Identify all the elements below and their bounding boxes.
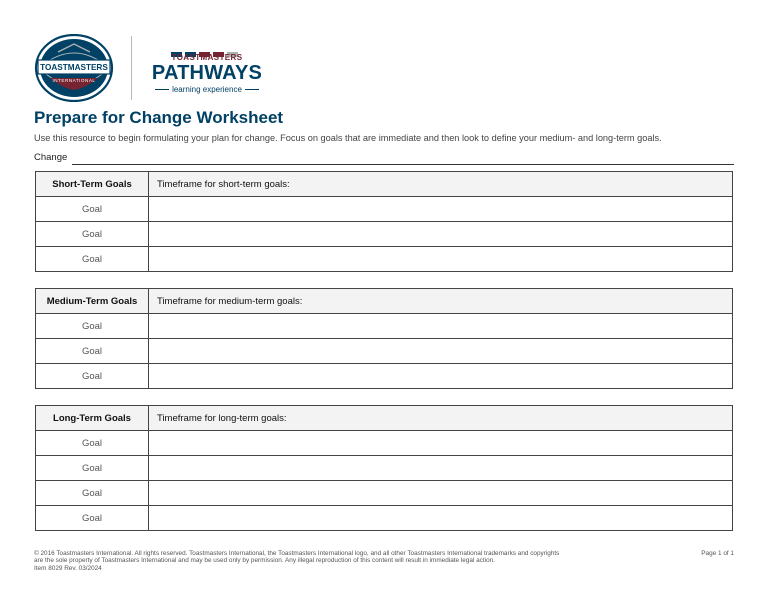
- toastmasters-international-logo: [34, 34, 114, 102]
- footer-copyright-line-2: are the sole property of Toastmasters International and may be used only by permission. Any illegal reproduction of this content will result in immediate legal action.: [34, 557, 495, 565]
- header-divider: [131, 36, 132, 100]
- goal-field[interactable]: [149, 431, 733, 456]
- goal-label: Goal: [36, 364, 149, 389]
- pathways-subtitle: [146, 85, 268, 94]
- short-term-goals-table: [35, 171, 733, 272]
- change-input-line[interactable]: [72, 164, 734, 165]
- long-term-goals-table: [35, 405, 733, 531]
- pathways-wordmark: PATHWAYS: [151, 62, 263, 84]
- goal-label: Goal: [36, 481, 149, 506]
- goal-label: Goal: [36, 247, 149, 272]
- goal-field[interactable]: [149, 364, 733, 389]
- pathways-color-bars: [171, 44, 241, 49]
- footer: [34, 550, 734, 572]
- goal-field[interactable]: [149, 506, 733, 531]
- goal-field[interactable]: [149, 247, 733, 272]
- short-term-timeframe[interactable]: Timeframe for short-term goals:: [149, 172, 733, 197]
- goal-label: Goal: [36, 506, 149, 531]
- header: [34, 34, 334, 102]
- goal-label: Goal: [36, 222, 149, 247]
- page-title: Prepare for Change Worksheet: [34, 108, 284, 127]
- logo-text-top: TOASTMASTERS: [40, 63, 108, 72]
- goal-label: Goal: [36, 314, 149, 339]
- change-field[interactable]: [34, 152, 734, 165]
- goal-field[interactable]: [149, 314, 733, 339]
- goal-label: Goal: [36, 339, 149, 364]
- goal-field[interactable]: [149, 197, 733, 222]
- goal-label: Goal: [36, 456, 149, 481]
- intro-text: Use this resource to begin formulating your plan for change. Focus on goals that are immediate and then look to define your medium- and long-term goals.: [34, 133, 662, 143]
- pathways-logo: [146, 42, 268, 96]
- goal-field[interactable]: [149, 481, 733, 506]
- goal-label: Goal: [36, 431, 149, 456]
- change-label: Change: [34, 152, 68, 163]
- footer-item-number: Item 8029 Rev. 03/2024: [34, 564, 102, 572]
- logo-text-bottom: INTERNATIONAL: [52, 78, 96, 83]
- goal-field[interactable]: [149, 222, 733, 247]
- goal-label: Goal: [36, 197, 149, 222]
- medium-term-timeframe[interactable]: Timeframe for medium-term goals:: [149, 289, 733, 314]
- goal-field[interactable]: [149, 339, 733, 364]
- medium-term-heading: Medium-Term Goals: [36, 289, 149, 314]
- page-number: Page 1 of 1: [701, 550, 734, 557]
- short-term-heading: Short-Term Goals: [36, 172, 149, 197]
- medium-term-goals-table: [35, 288, 733, 389]
- long-term-timeframe[interactable]: Timeframe for long-term goals:: [149, 406, 733, 431]
- pathways-subtitle-text: learning experience: [172, 85, 242, 94]
- goal-field[interactable]: [149, 456, 733, 481]
- pathways-toastmasters-text: TOASTMASTERS: [171, 53, 243, 62]
- long-term-heading: Long-Term Goals: [36, 406, 149, 431]
- footer-copyright-line-1: © 2016 Toastmasters International. All rights reserved. Toastmasters International, the Toastmasters International logo, and all other Toastmasters International trademarks and copyrights: [34, 550, 560, 557]
